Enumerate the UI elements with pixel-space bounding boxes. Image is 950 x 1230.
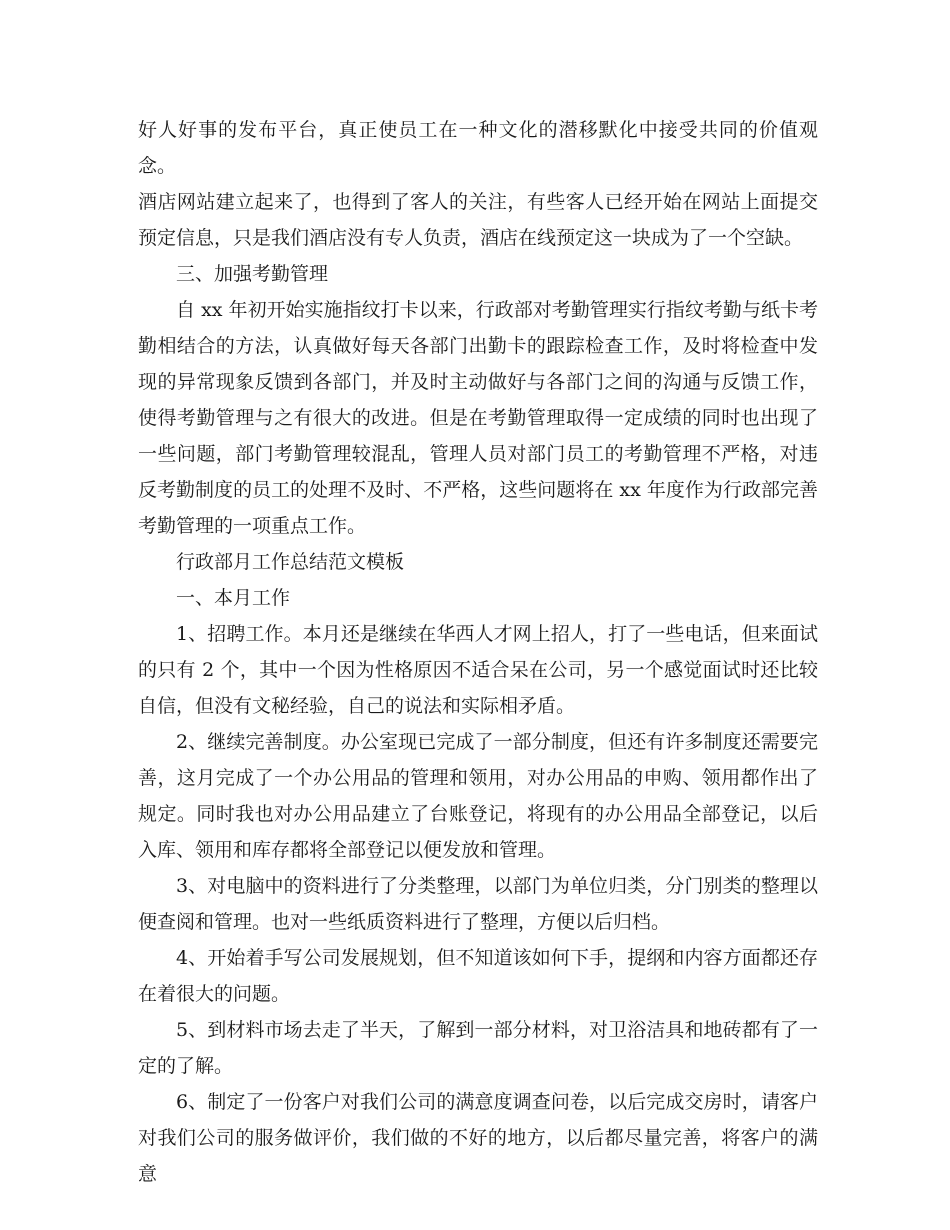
list-item: 6、制定了一份客户对我们公司的满意度调查问卷，以后完成交房时，请客户对我们公司的服务做评价，我们做的不好的地方，以后都尽量完善，将客户的满意 [138,1091,818,1185]
paragraph: 自 xx 年初开始实施指纹打卡以来，行政部对考勤管理实行指纹考勤与纸卡考勤相结合的方法，认真做好每天各部门出勤卡的跟踪检查工作，及时将检查中发现的异常现象反馈到各部门，并及时主动做好与各部门之间的沟通与反馈工作，使得考勤管理与之有很大的改进。但是在考勤管理取得一定成绩的同时也出现了一些问题，部门考勤管理较混乱，管理人员对部门员工的考勤管理不严格，对违反考勤制度的员工的处理不及时、不严格，这些问题将在 xx 年度作为行政部完善考勤管理的一项重点工作。 [138,299,818,537]
document-title: 行政部月工作总结范文模板 [176,551,405,573]
paragraph: 酒店网站建立起来了，也得到了客人的关注，有些客人已经开始在网站上面提交预定信息，只是我们酒店没有专人负责，酒店在线预定这一块成为了一个空缺。 [138,191,818,249]
paragraph: 好人好事的发布平台，真正使员工在一种文化的潜移默化中接受共同的价值观念。 [138,119,818,177]
list-item: 3、对电脑中的资料进行了分类整理，以部门为单位归类，分门别类的整理以便查阅和管理。也对一些纸质资料进行了整理，方便以后归档。 [138,875,818,933]
list-item: 5、到材料市场去走了半天，了解到一部分材料，对卫浴洁具和地砖都有了一定的了解。 [138,1019,818,1077]
section-heading: 三、加强考勤管理 [176,263,329,285]
list-item: 1、招聘工作。本月还是继续在华西人才网上招人，打了一些电话，但来面试的只有 2 个，其中一个因为性格原因不适合呆在公司，另一个感觉面试时还比较自信，但没有文秘经验，自己的说法和实际相矛盾。 [138,623,818,717]
list-item: 2、继续完善制度。办公室现已完成了一部分制度，但还有许多制度还需要完善，这月完成了一个办公用品的管理和领用，对办公用品的申购、领用都作出了规定。同时我也对办公用品建立了台账登记，将现有的办公用品全部登记，以后入库、领用和库存都将全部登记以便发放和管理。 [138,731,818,861]
document-page [138,112,818,1192]
list-item: 4、开始着手写公司发展规划，但不知道该如何下手，提纲和内容方面都还存在着很大的问题。 [138,947,818,1005]
section-heading: 一、本月工作 [176,587,291,609]
